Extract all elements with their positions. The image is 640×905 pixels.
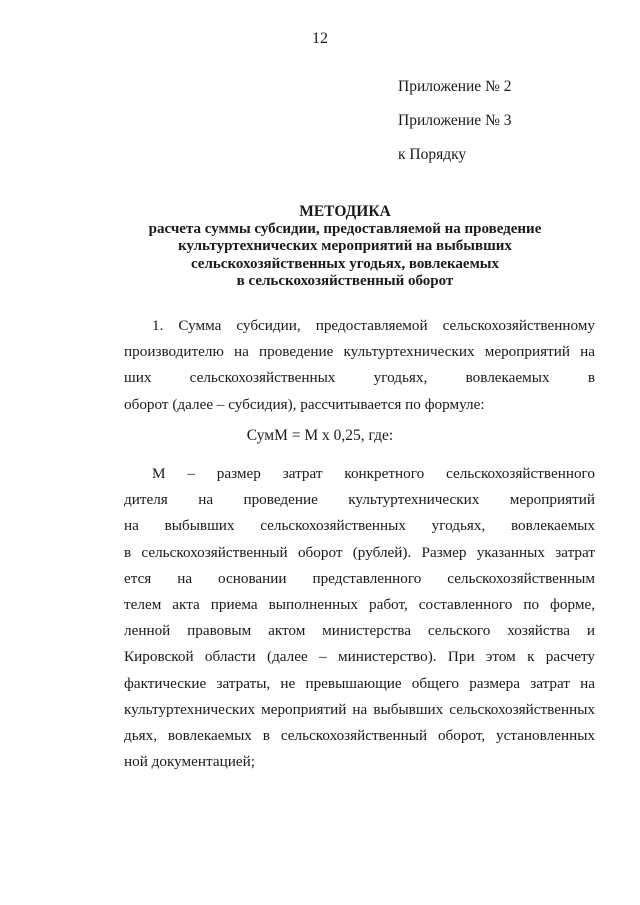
appendix-line-2: Приложение № 3: [398, 112, 512, 129]
paragraph-1: [124, 313, 595, 418]
formula: СумМ = М х 0,25, где:: [246, 427, 394, 444]
paragraph-line: дителя на проведение культуртехнических мероприятий: [124, 491, 595, 509]
paragraph-line: 1. Сумма субсидии, предоставляемой сельскохозяйственному: [152, 317, 595, 334]
paragraph-line: ется на основании представленного сельскохозяйственным: [124, 569, 595, 587]
title-line: сельскохозяйственных угодьях, вовлекаемых: [190, 255, 500, 272]
title-line: культуртехнических мероприятий на выбывших: [178, 238, 512, 254]
paragraph-line: производителю на проведение культуртехнических мероприятий на: [124, 343, 595, 361]
paragraph-line: ной документацией;: [124, 753, 255, 771]
title-line: расчета суммы субсидии, предоставляемой на проведение: [148, 220, 542, 237]
paragraph-line: М – размер затрат конкретного сельскохозяйственного: [152, 465, 595, 482]
paragraph-2: [124, 461, 595, 775]
paragraph-line: ших сельскохозяйственных угодьях, вовлекаемых в: [124, 369, 595, 387]
title-main: МЕТОДИКА: [299, 203, 391, 220]
paragraph-line: оборот (далее – субсидия), рассчитывается по формуле:: [124, 395, 485, 413]
paragraph-line: культуртехнических мероприятий на выбывших сельскохозяйственных: [124, 700, 595, 718]
paragraph-line: на выбывших сельскохозяйственных угодьях, вовлекаемых: [124, 517, 595, 535]
document-title: [100, 203, 590, 291]
paragraph-line: Кировской области (далее – министерство). При этом к расчету: [124, 648, 595, 666]
paragraph-line: ленной правовым актом министерства сельского хозяйства и: [124, 622, 595, 640]
title-line: в сельскохозяйственный оборот: [236, 273, 454, 289]
appendix-line-3: к Порядку: [398, 146, 467, 163]
appendix-line-1: Приложение № 2: [398, 78, 512, 95]
paragraph-line: дьях, вовлекаемых в сельскохозяйственный оборот, установленных: [124, 726, 595, 744]
paragraph-line: телем акта приема выполненных работ, составленного по форме,: [124, 595, 595, 613]
paragraph-line: в сельскохозяйственный оборот (рублей). Размер указанных затрат: [124, 543, 595, 561]
page-number: 12: [312, 30, 328, 47]
paragraph-line: фактические затраты, не превышающие общего размера затрат на: [124, 674, 595, 692]
